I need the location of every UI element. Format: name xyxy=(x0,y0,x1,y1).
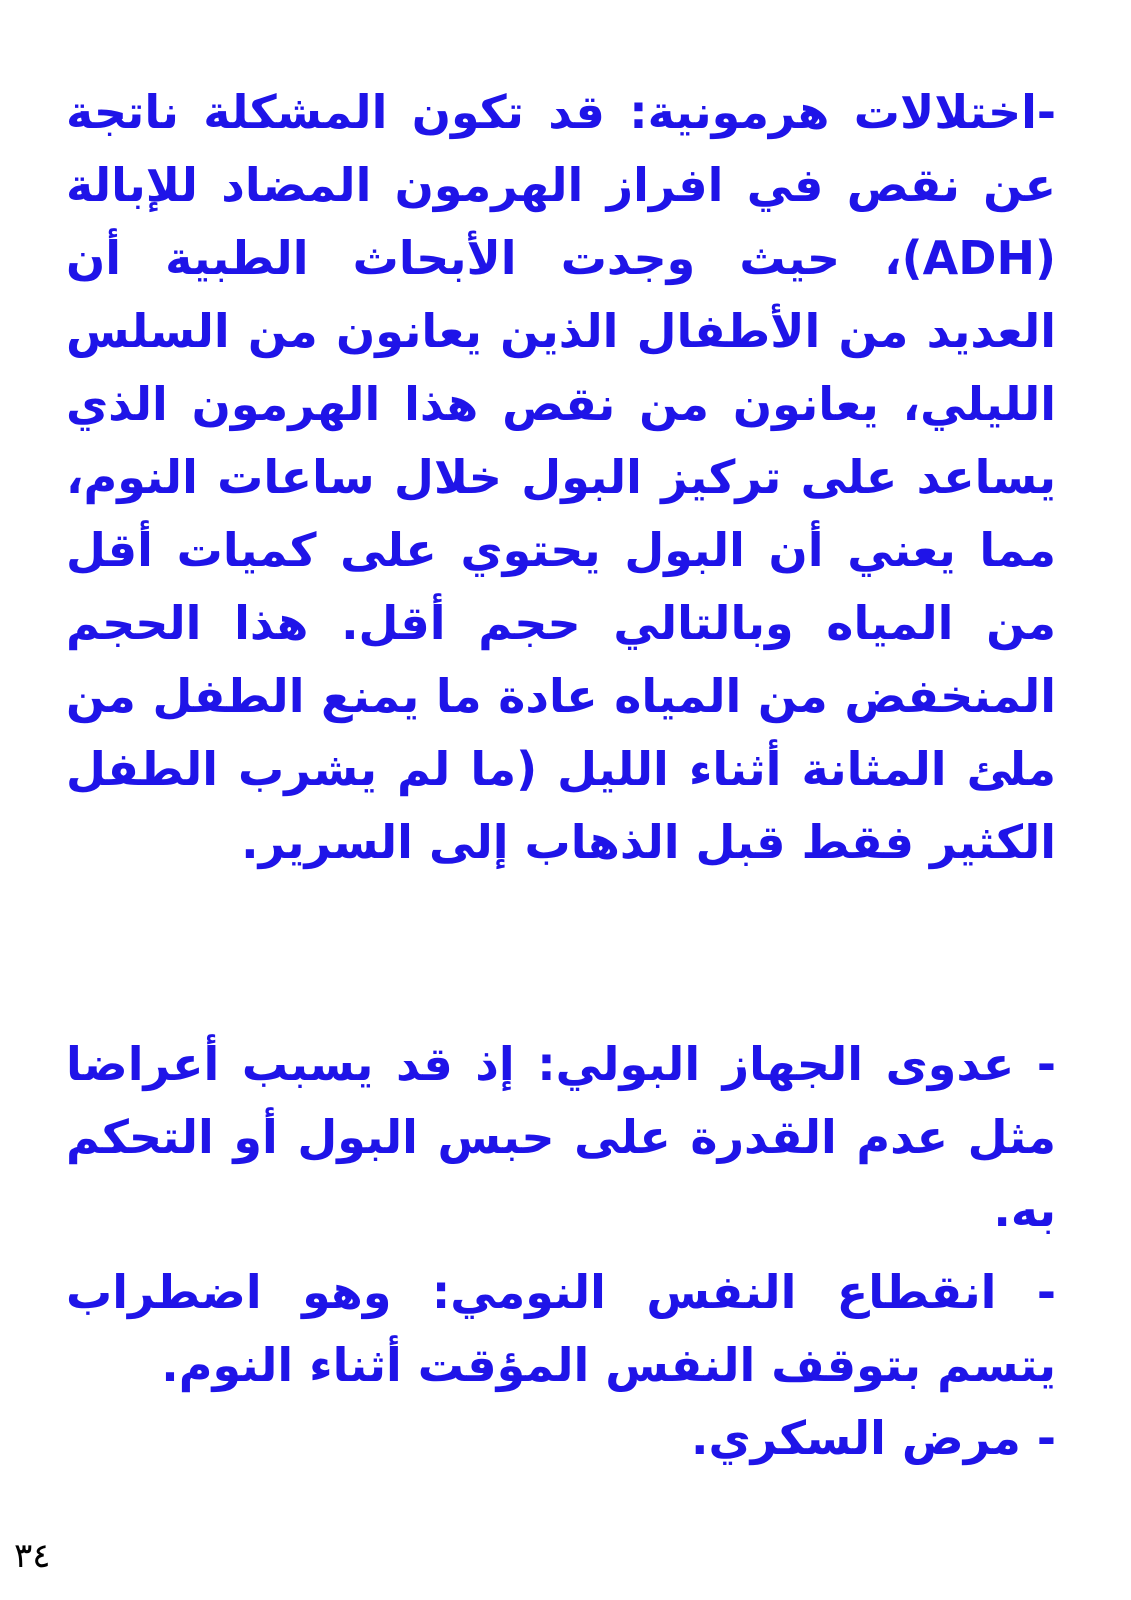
page-number: ٣٤ xyxy=(14,1536,51,1576)
paragraph-urinary-infection: - عدوى الجهاز البولي: إذ قد يسبب أعراضا مثل عدم القدرة على حبس البول أو التحكم به. xyxy=(66,1037,1056,1237)
paragraph-diabetes: - مرض السكري. xyxy=(691,1411,1056,1465)
paragraph-sleep-apnea: - انقطاع النفس النومي: وهو اضطراب يتسم بتوقف النفس المؤقت أثناء النوم. xyxy=(66,1265,1056,1392)
paragraph-hormonal-disorders: -اختلالات هرمونية: قد تكون المشكلة ناتجة عن نقص في افراز الهرمون المضاد للإبالة (ADH)، حيث وجدت الأبحاث الطبية أن العديد من الأطفال الذين يعانون من السلس الليلي، يعانون من نقص هذا الهرمون الذي يساعد على تركيز البول خلال ساعات النوم، مما يعني أن البول يحتوي على كميات أقل من المياه وبالتالي حجم أقل. هذا الحجم المنخفض من المياه عادة ما يمنع الطفل من ملئ المثانة أثناء الليل (ما لم يشرب الطفل الكثير فقط قبل الذهاب إلى السرير. xyxy=(66,85,1056,869)
